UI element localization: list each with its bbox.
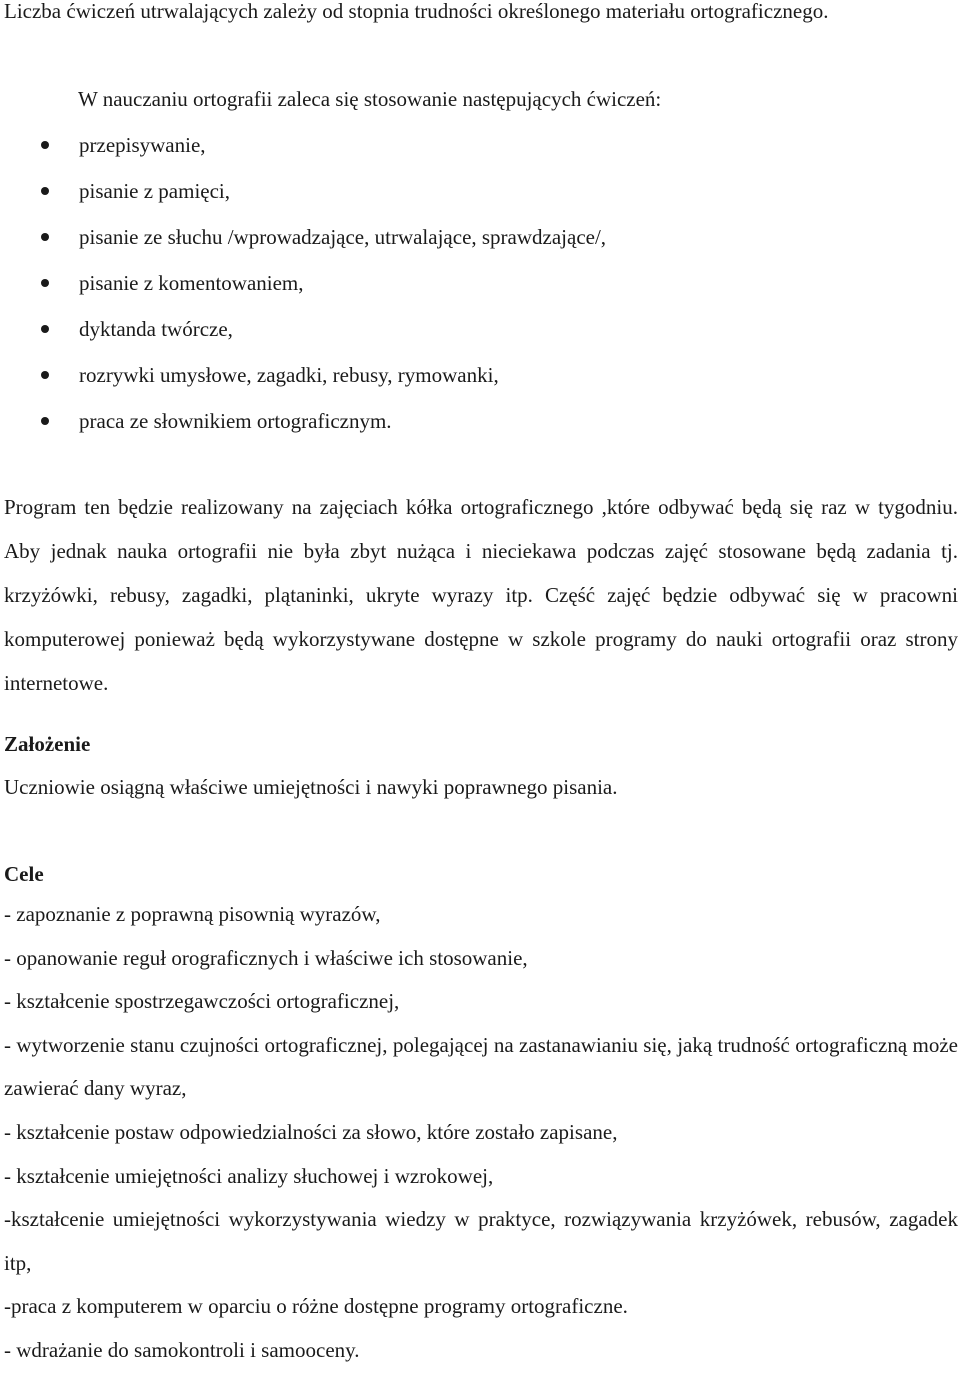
list-item: - zapoznanie z poprawną pisownią wyrazów, xyxy=(4,902,381,926)
list-item: dyktanda twórcze, xyxy=(0,306,960,352)
goals-heading: Cele xyxy=(4,862,44,886)
list-item: przepisywanie, xyxy=(0,122,960,168)
program-paragraph: Program ten będzie realizowany na zajęciach kółka ortograficznego ,które odbywać będą się raz w tygodniu. Aby jednak nauka ortografii nie była zbyt nużąca i nieciekawa podczas zajęć stosowane będą zadania tj. krzyżówki, rebusy, zagadki, plątaninki, ukryte wyrazy itp. Część zajęć będzie odbywać się w pracowni komputerowej ponieważ będą wykorzystywane dostępne w szkole programy do nauki ortografii oraz strony internetowe. xyxy=(4,495,958,695)
list-item: - kształcenie spostrzegawczości ortograficznej, xyxy=(4,989,400,1014)
list-item: - kształcenie umiejętności analizy słuchowej i wzrokowej, xyxy=(4,1163,494,1188)
list-item: rozrywki umysłowe, zagadki, rebusy, rymowanki, xyxy=(0,352,960,398)
list-item: - wytworzenie stanu czujności ortograficznej, polegającej na zastanawianiu się, jaką trudność ortograficzną może zawierać dany wyraz, xyxy=(4,1032,958,1101)
list-item: pisanie z pamięci, xyxy=(0,168,960,214)
list-item: pisanie ze słuchu /wprowadzające, utrwalające, sprawdzające/, xyxy=(0,214,960,260)
exercises-list xyxy=(0,122,960,444)
assumption-text: Uczniowie osiągną właściwe umiejętności i nawyki poprawnego pisania. xyxy=(4,775,618,799)
bullet-icon xyxy=(41,279,49,287)
bullet-icon xyxy=(41,417,49,425)
assumption-heading: Założenie xyxy=(4,732,91,756)
bullet-icon xyxy=(41,325,49,333)
bullet-icon xyxy=(41,187,49,195)
intro-paragraph: Liczba ćwiczeń utrwalających zależy od stopnia trudności określonego materiału ortograficznego. xyxy=(4,0,829,23)
list-item: - opanowanie reguł orograficznych i właściwe ich stosowanie, xyxy=(4,945,528,970)
exercises-lead: W nauczaniu ortografii zaleca się stosowanie następujących ćwiczeń: xyxy=(78,87,662,111)
goals-list xyxy=(4,893,958,1373)
bullet-icon xyxy=(41,141,49,149)
list-item: -kształcenie umiejętności wykorzystywania wiedzy w praktyce, rozwiązywania krzyżówek, rebusów, zagadek itp, xyxy=(4,1207,958,1275)
list-item: praca ze słownikiem ortograficznym. xyxy=(0,398,960,444)
list-item: - wdrażanie do samokontroli i samooceny. xyxy=(4,1337,360,1362)
list-item: pisanie z komentowaniem, xyxy=(0,260,960,306)
bullet-icon xyxy=(41,371,49,379)
list-item: -praca z komputerem w oparciu o różne dostępne programy ortograficzne. xyxy=(4,1294,628,1319)
bullet-icon xyxy=(41,233,49,241)
list-item: - kształcenie postaw odpowiedzialności za słowo, które zostało zapisane, xyxy=(4,1119,618,1144)
